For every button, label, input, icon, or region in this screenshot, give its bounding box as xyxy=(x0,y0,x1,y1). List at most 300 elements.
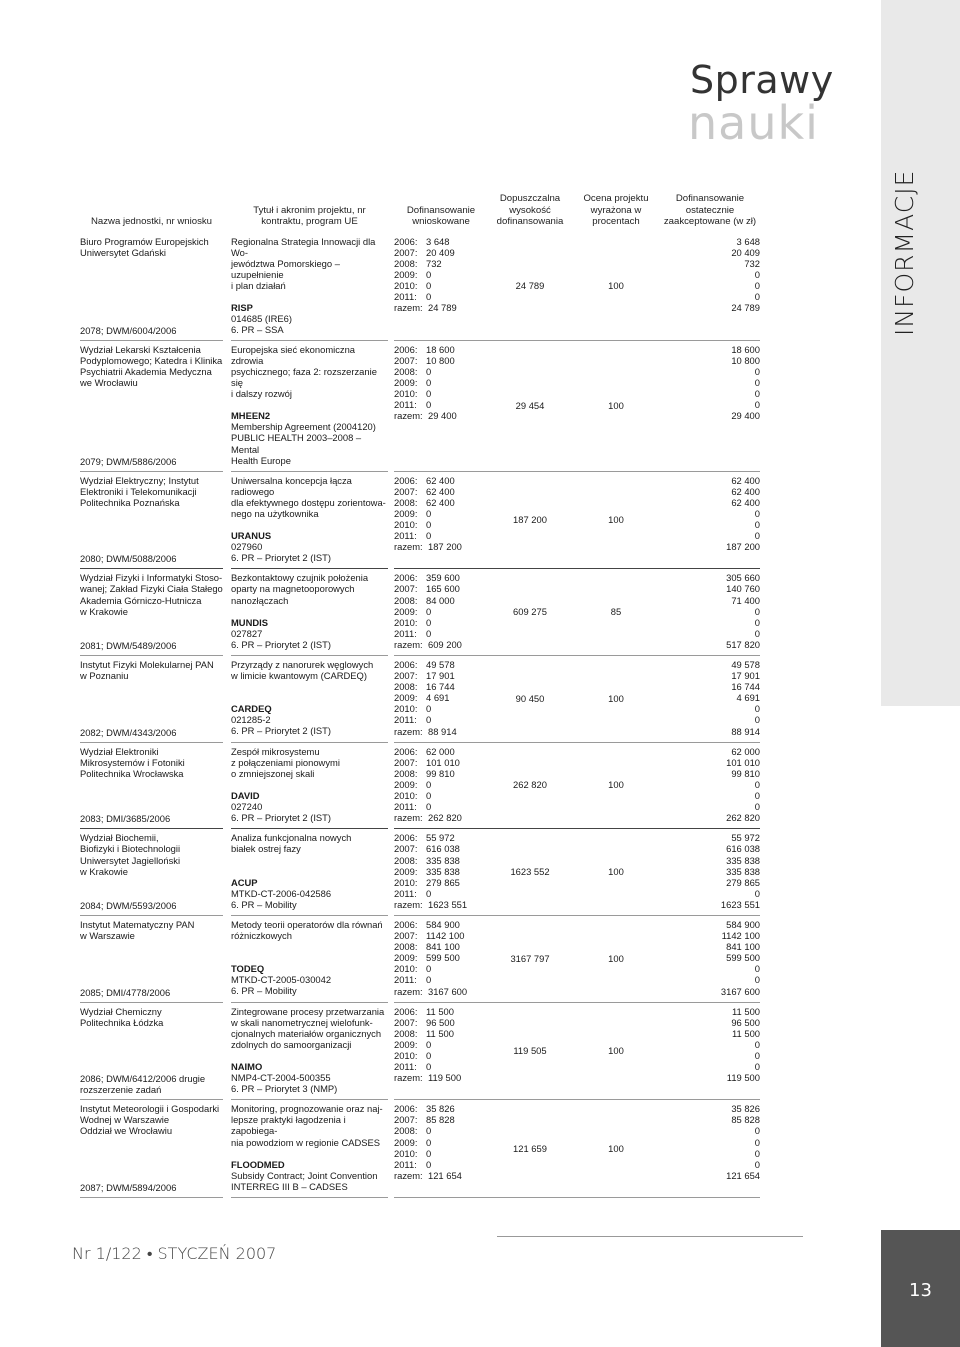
unit-name-line: Oddział we Wrocławiu xyxy=(80,1125,173,1137)
year-amount: 616 038 xyxy=(426,843,460,855)
final-year: 101 010 xyxy=(726,756,760,768)
unit-name-line: Wydział Chemiczny xyxy=(80,1005,162,1017)
project-title-line: Zintegrowane procesy przetwarzania xyxy=(231,1005,385,1017)
table-row xyxy=(80,1002,760,1100)
final-total: 119 500 xyxy=(726,1072,760,1084)
year-label: 2008: xyxy=(394,1027,418,1039)
total-label: razem: xyxy=(394,410,423,422)
score-cell xyxy=(572,829,660,916)
score-cell xyxy=(572,656,660,743)
year-amount: 0 xyxy=(426,279,432,291)
year-amount: 0 xyxy=(426,399,432,411)
unit-name-line: we Wrocławiu xyxy=(80,377,138,389)
year-amount: 0 xyxy=(426,963,432,975)
requested-year xyxy=(394,670,488,681)
year-label: 2008: xyxy=(394,767,418,779)
year-amount: 0 xyxy=(426,605,432,617)
requested-total xyxy=(394,302,488,313)
application-number xyxy=(80,727,223,738)
year-label: 2009: xyxy=(394,1136,418,1148)
year-label: 2010: xyxy=(394,1147,418,1159)
max-cell xyxy=(488,915,572,1002)
year-label: 2007: xyxy=(394,756,418,768)
requested-year xyxy=(394,1159,488,1170)
contract-line: Membership Agreement (2004120) xyxy=(231,421,376,433)
project-title-line: nia powodziom w regionie CADSES xyxy=(231,1136,381,1148)
year-amount: 0 xyxy=(426,268,432,280)
final-year: 0 xyxy=(754,1061,760,1073)
final-year: 0 xyxy=(754,519,760,531)
table-row xyxy=(80,742,760,829)
application-number xyxy=(80,553,223,564)
max-cell xyxy=(488,742,572,829)
unit-name xyxy=(80,919,223,941)
project-cell xyxy=(231,1002,388,1100)
year-amount: 841 100 xyxy=(426,941,460,953)
final-year: 0 xyxy=(754,507,760,519)
project-title-line: w limicie kwantowym (CARDEQ) xyxy=(231,670,367,682)
requested-year xyxy=(394,344,488,355)
year-label: 2006: xyxy=(394,572,418,584)
project-acronym: FLOODMED xyxy=(231,1158,285,1170)
unit-name-line: w Krakowie xyxy=(80,865,128,877)
requested-year xyxy=(394,617,488,628)
table-row xyxy=(80,915,760,1002)
final-year: 17 901 xyxy=(731,670,760,682)
max-cell xyxy=(488,656,572,743)
final-year: 0 xyxy=(754,377,760,389)
final-year: 0 xyxy=(754,1147,760,1159)
year-amount: 359 600 xyxy=(426,572,460,584)
year-label: 2006: xyxy=(394,1103,418,1115)
total-amount: 119 500 xyxy=(428,1072,462,1084)
total-amount: 24 789 xyxy=(428,302,457,314)
requested-cell xyxy=(394,569,488,656)
year-amount: 0 xyxy=(426,627,432,639)
requested-year xyxy=(394,1050,488,1061)
year-label: 2007: xyxy=(394,485,418,497)
max-amount: 187 200 xyxy=(513,513,547,525)
unit-cell xyxy=(80,233,223,341)
section-label xyxy=(890,169,920,336)
requested-year xyxy=(394,919,488,930)
requested-year xyxy=(394,855,488,866)
score-percent: 85 xyxy=(610,606,622,618)
project-cell xyxy=(231,829,388,916)
unit-name-line: Instytut Fizyki Molekularnej PAN xyxy=(80,659,214,670)
year-amount: 0 xyxy=(426,778,432,790)
final-year: 0 xyxy=(754,1038,760,1050)
final-year: 0 xyxy=(754,605,760,617)
unit-name-line: Biuro Programów Europejskich xyxy=(80,235,209,247)
logo-line-1: Sprawy xyxy=(690,58,834,102)
requested-year xyxy=(394,583,488,594)
application-number xyxy=(80,1182,223,1193)
year-amount: 0 xyxy=(426,1125,432,1137)
final-year: 0 xyxy=(754,801,760,813)
final-year: 10 800 xyxy=(731,354,760,366)
year-amount: 0 xyxy=(426,388,432,400)
final-year: 140 760 xyxy=(726,583,760,595)
requested-year xyxy=(394,572,488,583)
application-number-line: 2087; DWM/5894/2006 xyxy=(80,1181,177,1193)
contract-line: 6. PR – Priorytet 2 (IST) xyxy=(231,638,332,650)
final-year: 305 660 xyxy=(726,572,760,584)
project-title-line: nanozłączach xyxy=(231,594,289,606)
score-percent: 100 xyxy=(608,399,624,411)
project-cell xyxy=(231,569,388,656)
requested-cell xyxy=(394,340,488,471)
requested-year xyxy=(394,877,488,888)
unit-name-line: Instytut Matematyczny PAN xyxy=(80,918,195,930)
year-amount: 35 826 xyxy=(426,1103,455,1115)
max-amount: 609 275 xyxy=(513,606,547,618)
year-label: 2006: xyxy=(394,343,418,355)
year-amount: 0 xyxy=(426,714,432,726)
requested-year xyxy=(394,530,488,541)
project-acronym: CARDEQ xyxy=(231,703,272,715)
year-label: 2009: xyxy=(394,952,418,964)
final-year: 584 900 xyxy=(726,918,760,930)
project-cell xyxy=(231,233,388,341)
project-title-line: i dalszy rozwój xyxy=(231,388,292,400)
year-amount: 0 xyxy=(426,290,432,302)
final-year: 732 xyxy=(744,257,760,269)
magazine-logo xyxy=(650,58,850,158)
unit-name-line: w Poznaniu xyxy=(80,670,129,682)
final-year: 49 578 xyxy=(731,659,760,670)
final-year: 0 xyxy=(754,703,760,715)
requested-year xyxy=(394,1017,488,1028)
requested-year xyxy=(394,692,488,703)
year-amount: 16 744 xyxy=(426,681,455,693)
unit-name xyxy=(80,832,223,876)
application-number-line: 2086; DWM/6412/2006 drugie xyxy=(80,1073,206,1085)
unit-name-line: Elektroniki i Telekomunikacji xyxy=(80,485,197,497)
requested-cell xyxy=(394,471,488,569)
final-total: 187 200 xyxy=(726,541,760,553)
table-header xyxy=(80,193,760,233)
requested-cell xyxy=(394,1100,488,1198)
requested-year xyxy=(394,606,488,617)
final-year: 20 409 xyxy=(731,246,760,258)
unit-name-line: Akademia Górniczo-Hutnicza xyxy=(80,594,202,606)
year-amount: 17 901 xyxy=(426,670,455,682)
application-number-line: 2084; DWM/5593/2006 xyxy=(80,899,177,911)
table-row xyxy=(80,1100,760,1198)
final-year: 841 100 xyxy=(726,941,760,953)
table-row xyxy=(80,569,760,656)
score-percent: 100 xyxy=(608,1044,624,1056)
header-requested: Dofinansowanie wnioskowane xyxy=(406,204,476,227)
score-percent: 100 xyxy=(608,866,624,878)
requested-year xyxy=(394,832,488,843)
requested-year xyxy=(394,703,488,714)
project-title-line: Europejska sieć ekonomiczna zdrowia xyxy=(231,343,356,366)
year-amount: 732 xyxy=(426,257,442,269)
contract-line: 021285-2 xyxy=(231,714,271,726)
final-year: 62 400 xyxy=(731,485,760,497)
year-label: 2008: xyxy=(394,365,418,377)
year-amount: 0 xyxy=(426,1147,432,1159)
contract-line: 6. PR – Mobility xyxy=(231,985,297,997)
final-year: 0 xyxy=(754,290,760,302)
header-final: Dofinansowanie ostatecznie zaakceptowane (w zł) xyxy=(663,193,757,227)
year-label: 2010: xyxy=(394,616,418,628)
unit-cell xyxy=(80,569,223,656)
score-cell xyxy=(572,340,660,471)
year-label: 2011: xyxy=(394,1158,417,1170)
max-cell xyxy=(488,471,572,569)
year-amount: 0 xyxy=(426,974,432,986)
application-number-line: 2078; DWM/6004/2006 xyxy=(80,324,177,336)
unit-cell xyxy=(80,471,223,569)
project-title-line: w skali nanometrycznej wielofunk- xyxy=(231,1016,373,1028)
final-year: 3 648 xyxy=(736,235,760,247)
final-cell xyxy=(660,569,760,656)
year-label: 2007: xyxy=(394,843,418,855)
application-number xyxy=(80,987,223,998)
header-max: Dopuszczalna wysokość dofinansowania xyxy=(496,193,564,227)
max-amount: 121 659 xyxy=(513,1142,547,1154)
max-amount: 24 789 xyxy=(515,280,545,292)
contract-line: PUBLIC HEALTH 2003–2008 – Mental xyxy=(231,432,362,455)
table-row xyxy=(80,340,760,471)
year-label: 2006: xyxy=(394,659,418,670)
year-amount: 55 972 xyxy=(426,832,455,844)
contract-line: 6. PR – Mobility xyxy=(231,898,297,910)
final-year: 0 xyxy=(754,778,760,790)
application-number xyxy=(80,456,223,467)
year-label: 2007: xyxy=(394,354,418,366)
contract-line: MTKD-CT-2006-042586 xyxy=(231,887,332,899)
year-label: 2011: xyxy=(394,399,417,411)
score-cell xyxy=(572,471,660,569)
contract-line: 027240 xyxy=(231,801,263,813)
unit-block xyxy=(80,659,223,738)
year-amount: 4 691 xyxy=(426,692,450,704)
header-project: Tytuł i akronim projektu, nr kontraktu, program UE xyxy=(253,204,366,227)
year-amount: 18 600 xyxy=(426,343,455,355)
year-label: 2011: xyxy=(394,801,417,813)
requested-year xyxy=(394,779,488,790)
project-title-line: Monitoring, prognozowanie oraz naj- xyxy=(231,1103,383,1115)
requested-cell xyxy=(394,233,488,341)
requested-cell xyxy=(394,742,488,829)
final-year: 85 828 xyxy=(731,1114,760,1126)
page-number-box xyxy=(881,1230,960,1347)
max-cell xyxy=(488,829,572,916)
score-percent: 100 xyxy=(608,692,624,704)
logo-line-2: nauki xyxy=(688,96,819,150)
year-label: 2006: xyxy=(394,918,418,930)
year-amount: 62 400 xyxy=(426,474,455,486)
year-label: 2006: xyxy=(394,832,418,844)
unit-cell xyxy=(80,742,223,829)
header-unit: Nazwa jednostki, nr wniosku xyxy=(90,216,213,227)
final-year: 0 xyxy=(754,1158,760,1170)
year-label: 2011: xyxy=(394,627,417,639)
project-acronym: DAVID xyxy=(231,789,260,801)
project-title-line: różniczkowych xyxy=(231,930,292,942)
requested-year xyxy=(394,1006,488,1017)
year-amount: 11 500 xyxy=(426,1005,454,1017)
final-year: 0 xyxy=(754,388,760,400)
score-cell xyxy=(572,233,660,341)
contract-line: 6. PR – Priorytet 2 (IST) xyxy=(231,812,332,824)
year-amount: 279 865 xyxy=(426,876,460,888)
requested-year xyxy=(394,366,488,377)
project-title-line: cjonalnych materiałów organicznych xyxy=(231,1027,382,1039)
final-year: 0 xyxy=(754,616,760,628)
unit-cell xyxy=(80,915,223,1002)
final-total: 3167 600 xyxy=(720,985,760,997)
total-label: razem: xyxy=(394,898,423,910)
year-amount: 0 xyxy=(426,1136,432,1148)
project-acronym: TODEQ xyxy=(231,963,265,975)
year-amount: 84 000 xyxy=(426,594,455,606)
final-year: 0 xyxy=(754,790,760,802)
requested-year xyxy=(394,746,488,757)
requested-year xyxy=(394,801,488,812)
unit-block xyxy=(80,832,223,911)
year-label: 2011: xyxy=(394,974,417,986)
year-label: 2009: xyxy=(394,865,418,877)
contract-line: 6. PR – SSA xyxy=(231,324,284,336)
project-title-line: jewództwa Pomorskiego – uzupełnienie xyxy=(231,257,340,280)
section-label-text: INFORMACJE xyxy=(890,169,919,336)
year-label: 2006: xyxy=(394,1005,418,1017)
year-label: 2011: xyxy=(394,1061,417,1073)
requested-year xyxy=(394,1148,488,1159)
final-year: 0 xyxy=(754,1125,760,1137)
max-cell xyxy=(488,1002,572,1100)
requested-year xyxy=(394,475,488,486)
final-year: 11 500 xyxy=(732,1027,760,1039)
unit-block xyxy=(80,919,223,998)
contract-line: 027960 xyxy=(231,541,263,553)
total-label: razem: xyxy=(394,812,423,824)
project-title-line: Metody teorii operatorów dla równań xyxy=(231,918,383,930)
score-percent: 100 xyxy=(608,1142,624,1154)
project-cell xyxy=(231,1100,388,1198)
unit-cell xyxy=(80,1100,223,1198)
final-total: 29 400 xyxy=(731,410,760,422)
final-year: 62 400 xyxy=(731,496,760,508)
project-title-line: Przyrządy z nanorurek węglowych xyxy=(231,659,374,670)
final-total: 262 820 xyxy=(726,812,760,824)
max-amount: 119 505 xyxy=(513,1044,547,1056)
year-amount: 0 xyxy=(426,507,432,519)
score-cell xyxy=(572,915,660,1002)
final-cell xyxy=(660,742,760,829)
year-label: 2007: xyxy=(394,1016,418,1028)
final-total: 121 654 xyxy=(726,1169,760,1181)
unit-name-line: Politechnika Wrocławska xyxy=(80,767,184,779)
unit-name-line: Wydział Biochemii, xyxy=(80,832,159,844)
unit-cell xyxy=(80,340,223,471)
final-total: 517 820 xyxy=(726,638,760,650)
project-title-line: białek ostrej fazy xyxy=(231,843,301,855)
final-year: 71 400 xyxy=(731,594,760,606)
project-title-line: Uniwersalna koncepcja łącza radiowego xyxy=(231,474,352,497)
requested-year xyxy=(394,486,488,497)
year-label: 2009: xyxy=(394,377,418,389)
final-total: 24 789 xyxy=(731,302,760,314)
year-amount: 11 500 xyxy=(426,1027,454,1039)
year-label: 2007: xyxy=(394,930,418,942)
final-year: 0 xyxy=(754,887,760,899)
issue-label: Nr 1/122 • STYCZEŃ 2007 xyxy=(72,1244,277,1263)
project-cell xyxy=(231,340,388,471)
final-year: 599 500 xyxy=(726,952,760,964)
application-number xyxy=(80,325,223,336)
final-cell xyxy=(660,656,760,743)
total-amount: 121 654 xyxy=(428,1169,462,1181)
requested-year xyxy=(394,1125,488,1136)
year-amount: 165 600 xyxy=(426,583,460,595)
final-year: 96 500 xyxy=(731,1016,760,1028)
unit-name-line: Psychiatrii Akademia Medyczna xyxy=(80,365,212,377)
final-year: 0 xyxy=(754,963,760,975)
year-label: 2008: xyxy=(394,257,418,269)
final-year: 0 xyxy=(754,530,760,542)
max-amount: 3167 797 xyxy=(510,952,550,964)
project-cell xyxy=(231,742,388,829)
year-amount: 62 400 xyxy=(426,496,455,508)
project-acronym: MUNDIS xyxy=(231,616,268,628)
year-label: 2010: xyxy=(394,963,418,975)
requested-year xyxy=(394,399,488,410)
year-label: 2011: xyxy=(394,290,417,302)
unit-name-line: Podyplomowego; Katedra i Klinika xyxy=(80,354,223,366)
contract-line: Health Europe xyxy=(231,454,291,466)
total-amount: 29 400 xyxy=(428,410,457,422)
year-label: 2007: xyxy=(394,670,418,682)
unit-name-line: Wydział Fizyki i Informatyki Stoso- xyxy=(80,572,223,584)
total-amount: 3167 600 xyxy=(428,985,468,997)
requested-year xyxy=(394,930,488,941)
year-label: 2011: xyxy=(394,530,417,542)
final-cell xyxy=(660,1100,760,1198)
year-amount: 0 xyxy=(426,703,432,715)
year-amount: 20 409 xyxy=(426,246,455,258)
project-title-line: Zespół mikrosystemu xyxy=(231,745,320,757)
requested-total xyxy=(394,899,488,910)
final-year: 0 xyxy=(754,714,760,726)
year-amount: 85 828 xyxy=(426,1114,455,1126)
final-year: 0 xyxy=(754,268,760,280)
year-amount: 0 xyxy=(426,887,432,899)
final-total: 88 914 xyxy=(731,725,760,737)
contract-line: 027827 xyxy=(231,627,263,639)
score-percent: 100 xyxy=(608,779,624,791)
year-amount: 599 500 xyxy=(426,952,460,964)
unit-name-line: Biofizyki i Biotechnologii xyxy=(80,843,181,855)
max-amount: 29 454 xyxy=(515,399,545,411)
max-amount: 262 820 xyxy=(513,779,547,791)
final-cell xyxy=(660,471,760,569)
year-amount: 584 900 xyxy=(426,918,460,930)
project-title-line: Analiza funkcjonalna nowych xyxy=(231,832,352,844)
requested-year xyxy=(394,497,488,508)
total-amount: 262 820 xyxy=(428,812,462,824)
year-amount: 0 xyxy=(426,616,432,628)
final-year: 1142 100 xyxy=(721,930,760,942)
max-cell xyxy=(488,569,572,656)
year-amount: 0 xyxy=(426,365,432,377)
year-label: 2008: xyxy=(394,854,418,866)
